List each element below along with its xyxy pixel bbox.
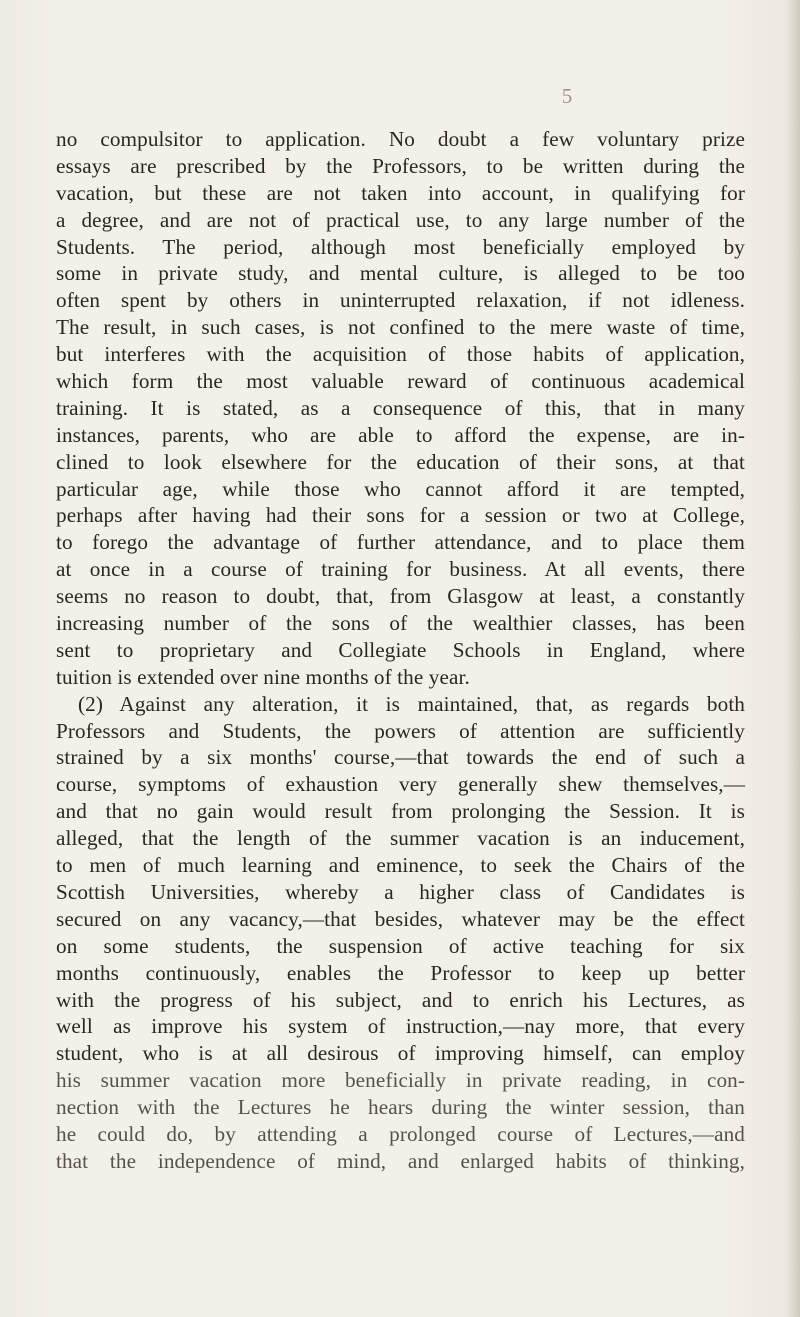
text-line: a degree, and are not of practical use, to any large number of the: [56, 207, 745, 232]
text-line: tuition is extended over nine months of the year.: [56, 664, 470, 689]
text-line: his summer vacation more beneficially in private reading, in con-: [56, 1068, 745, 1093]
text-line: and that no gain would result from prolonging the Session. It is: [56, 799, 745, 824]
text-line: Professors and Students, the powers of attention are sufficiently: [56, 718, 745, 743]
text-line: perhaps after having had their sons for a session or two at College,: [56, 503, 745, 528]
text-line: vacation, but these are not taken into account, in qualifying for: [56, 180, 745, 205]
text-line: particular age, while those who cannot afford it are tempted,: [56, 476, 745, 501]
text-line: with the progress of his subject, and to enrich his Lectures, as: [56, 987, 745, 1012]
text-line: secured on any vacancy,—that besides, whatever may be the effect: [56, 906, 745, 931]
text-line: no compulsitor to application. No doubt a few voluntary prize: [56, 127, 745, 151]
text-line: well as improve his system of instruction,—nay more, that every: [56, 1014, 745, 1039]
text-line: nection with the Lectures he hears during the winter session, than: [56, 1095, 745, 1120]
text-line: Students. The period, although most beneficially employed by: [56, 234, 745, 259]
text-line: increasing number of the sons of the wealthier classes, has been: [56, 611, 745, 636]
body-text: [56, 126, 745, 1175]
text-line: strained by a six months' course,—that towards the end of such a: [56, 745, 745, 770]
paragraph-start-line: (2) Against any alteration, it is maintained, that, as regards both: [78, 691, 745, 716]
text-line: Scottish Universities, whereby a higher class of Candidates is: [56, 879, 745, 904]
text-line: training. It is stated, as a consequence of this, that in many: [56, 395, 745, 420]
text-line: instances, parents, who are able to afford the expense, are in-: [56, 422, 745, 447]
text-line: essays are prescribed by the Professors, to be written during the: [56, 153, 745, 178]
text-line: he could do, by attending a prolonged course of Lectures,—and: [56, 1121, 745, 1146]
text-line: that the independence of mind, and enlarged habits of thinking,: [56, 1148, 745, 1173]
text-line: sent to proprietary and Collegiate Schools in England, where: [56, 637, 745, 662]
text-line: on some students, the suspension of active teaching for six: [56, 933, 745, 958]
page-number: 5: [561, 84, 573, 108]
text-line: some in private study, and mental culture, is alleged to be too: [56, 261, 745, 286]
text-line: The result, in such cases, is not confined to the mere waste of time,: [56, 315, 745, 340]
text-line: which form the most valuable reward of continuous academical: [56, 369, 745, 394]
text-line: to forego the advantage of further attendance, and to place them: [56, 530, 745, 555]
text-line: course, symptoms of exhaustion very generally shew themselves,—: [56, 772, 745, 797]
text-line: but interferes with the acquisition of those habits of application,: [56, 342, 745, 367]
text-line: clined to look elsewhere for the education of their sons, at that: [56, 449, 745, 474]
text-line: alleged, that the length of the summer vacation is an inducement,: [56, 826, 745, 851]
text-line: to men of much learning and eminence, to seek the Chairs of the: [56, 853, 745, 878]
text-line: months continuously, enables the Professor to keep up better: [56, 960, 745, 985]
text-line: seems no reason to doubt, that, from Glasgow at least, a constantly: [56, 584, 745, 609]
page-edge-shadow: [786, 0, 800, 1317]
text-line: often spent by others in uninterrupted relaxation, if not idleness.: [56, 288, 745, 313]
text-line: student, who is at all desirous of improving himself, can employ: [56, 1041, 745, 1066]
text-line: at once in a course of training for business. At all events, there: [56, 557, 745, 582]
